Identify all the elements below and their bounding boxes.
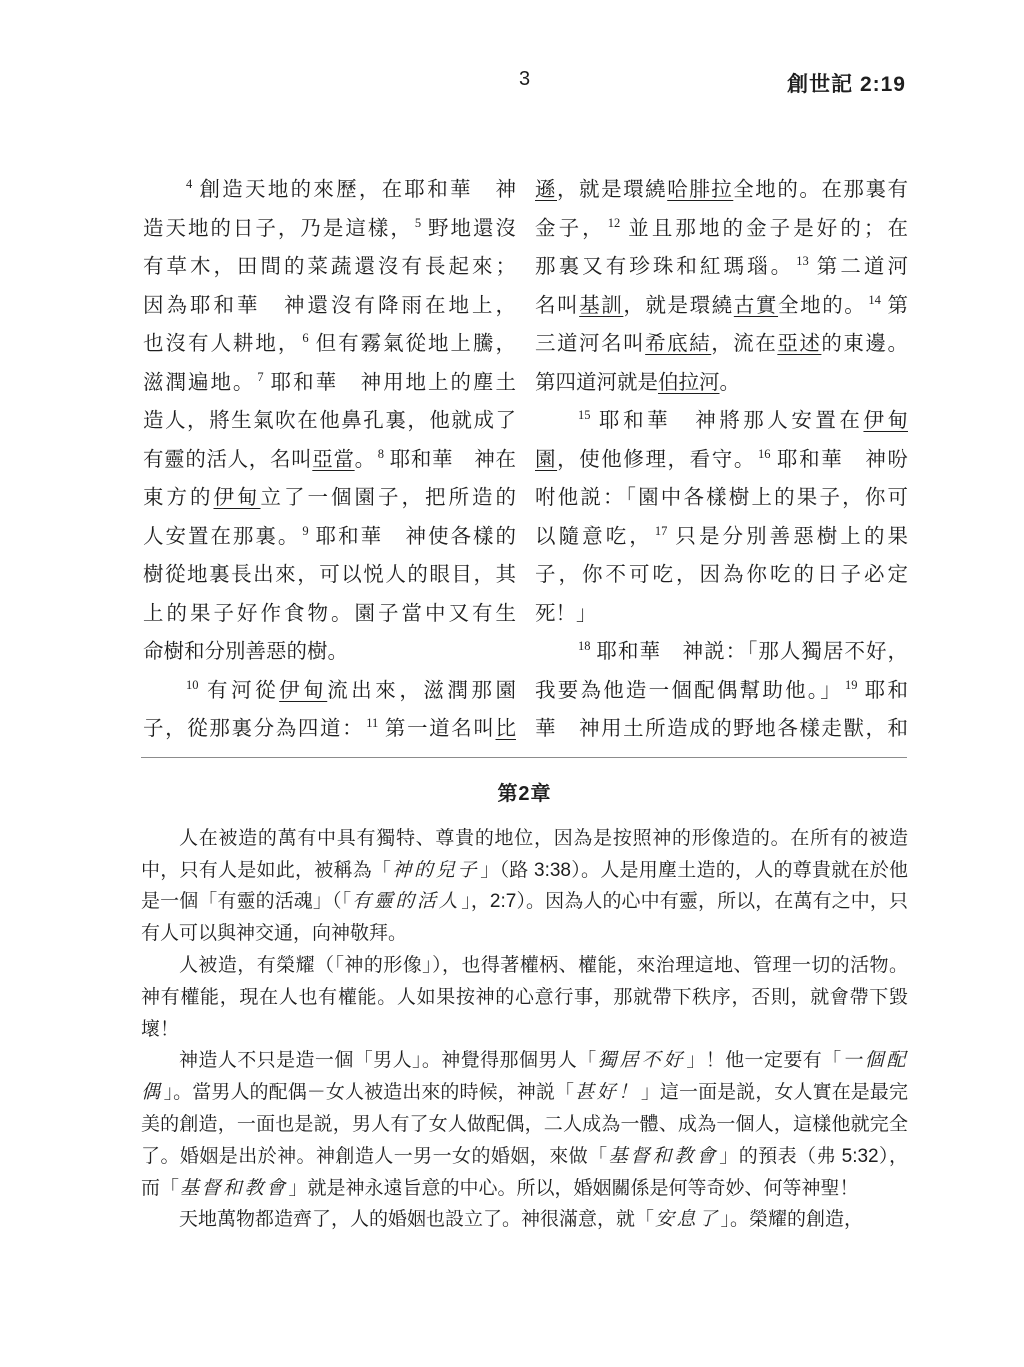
- proper-noun: 希底結: [645, 333, 712, 355]
- text-run: 天地萬物都造齊了，人的婚姻也設立了。神很滿意，就「: [179, 1209, 655, 1231]
- bible-line: [143, 710, 516, 749]
- text-run: ，使他修理，看守。: [557, 448, 756, 471]
- text-run: 全地的。在那裏有: [733, 179, 908, 201]
- text-run: ，就是環繞: [623, 294, 734, 317]
- text-run: 但有霧氣從地上騰，: [313, 333, 516, 355]
- bible-line: [143, 325, 516, 364]
- text-run: 我要為他造一個配偶幫助他。」: [535, 679, 844, 702]
- proper-noun: 伯拉河: [658, 371, 720, 394]
- text-run: 咐他説：「園中各樣樹上的果子，你可: [535, 487, 908, 509]
- quoted-term: 安息了: [655, 1209, 720, 1231]
- text-run: 。: [719, 371, 740, 394]
- proper-noun: 古實: [733, 294, 779, 317]
- text-run: 華 神用土所造成的野地各樣走獸，和: [535, 718, 908, 740]
- quoted-term: 獨居不好: [597, 1050, 686, 1072]
- verse-number: 11: [366, 716, 379, 730]
- text-run: 立了一個園子，把所造的: [260, 487, 516, 509]
- bible-line: [143, 402, 516, 441]
- bible-line: [143, 210, 516, 249]
- quoted-term: 基督和教會: [608, 1145, 719, 1167]
- text-run: 子，你不可吃，因為你吃的日子必定: [535, 564, 908, 586]
- text-run: ，流在: [711, 333, 778, 355]
- text-run: 」這一面是説，女人實在是最完美的創造，一面也是説，男人有了女人做配偶，二人成為一體、成為一個人，這樣他就完全了。婚姻是出於神。神創造人一男一女的婚姻，來做「: [141, 1082, 908, 1167]
- verse-number: 14: [868, 292, 881, 307]
- text-run: 並且那地的金子是好的；在: [625, 217, 908, 240]
- bible-column-right: [535, 171, 908, 749]
- text-run: 耶和華 神在: [389, 448, 516, 471]
- text-run: 命樹和分別善惡的樹。: [143, 641, 348, 663]
- quoted-term: 有靈的活人: [352, 891, 461, 913]
- bible-line: [535, 479, 908, 518]
- text-run: 。: [354, 448, 376, 471]
- text-run: 樹從地裏長出來，可以悦人的眼目，其: [143, 564, 516, 586]
- text-run: 耶和華 神將那人安置在: [595, 410, 864, 432]
- text-run: 神造人不只是造一個「男人」。神覺得那個男人「: [179, 1050, 597, 1072]
- bible-line: [535, 710, 908, 749]
- bible-line: [535, 364, 908, 403]
- quoted-term: 甚好！: [575, 1082, 640, 1104]
- commentary-paragraph: [141, 1045, 908, 1204]
- section-divider: [141, 757, 907, 758]
- proper-noun: 園: [535, 448, 558, 471]
- text-run: 金子，: [535, 217, 606, 240]
- bible-line: [535, 248, 908, 287]
- verse-number: 10: [186, 677, 199, 692]
- proper-noun: 伊甸: [863, 410, 908, 432]
- proper-noun: 伊甸: [279, 679, 328, 702]
- bible-line: [143, 248, 516, 287]
- text-run: 有靈的活人，名叫: [143, 448, 313, 471]
- bible-line: [535, 210, 908, 249]
- verse-number: 17: [654, 523, 668, 538]
- text-run: 死！」: [535, 602, 597, 625]
- text-run: 」就是神永遠旨意的中心。所以，婚姻關係是何等奇妙、何等神聖！: [288, 1177, 859, 1199]
- quoted-term: 神的兒子: [392, 859, 480, 881]
- proper-noun: 哈腓拉: [667, 179, 734, 201]
- text-run: 第: [885, 294, 908, 317]
- proper-noun: 伊甸: [213, 487, 261, 509]
- text-run: 耶和華 神吩: [775, 448, 908, 471]
- proper-noun: 遜: [535, 179, 558, 201]
- text-run: 也沒有人耕地，: [143, 333, 301, 355]
- text-run: 因為耶和華 神還沒有降雨在地上，: [143, 294, 516, 317]
- text-run: 有草木，田間的菜蔬還沒有長起來；: [143, 256, 516, 278]
- text-run: 人安置在那裏。: [143, 525, 301, 548]
- bible-line: [535, 518, 908, 557]
- text-run: 東方的: [143, 487, 214, 509]
- verse-number: 13: [796, 254, 809, 268]
- text-run: 造天地的日子，乃是這樣，: [143, 217, 413, 240]
- bible-line: [535, 402, 908, 441]
- bible-column-left: [143, 171, 516, 749]
- bible-line: [143, 633, 516, 672]
- text-run: 耶和: [862, 679, 908, 702]
- running-header: [141, 68, 908, 94]
- bible-line: [143, 171, 516, 210]
- proper-noun: 亞當: [312, 448, 355, 471]
- bible-line: [535, 672, 908, 711]
- text-run: 那裏又有珍珠和紅瑪瑙。: [535, 256, 795, 278]
- bible-text-section: [143, 171, 908, 749]
- text-run: 」。榮耀的創造，: [720, 1209, 864, 1231]
- text-run: 創造天地的來歷，在耶和華 神: [197, 179, 516, 201]
- verse-number: 18: [578, 639, 591, 653]
- bible-line: [143, 364, 516, 403]
- verse-number: 6: [302, 331, 309, 345]
- chapter-heading: 第2章: [497, 783, 552, 805]
- bible-line: [143, 518, 516, 557]
- commentary-paragraph: [141, 1204, 908, 1236]
- proper-noun: 比: [495, 718, 516, 740]
- text-run: 名叫: [535, 294, 580, 317]
- commentary-paragraph: [141, 823, 908, 950]
- text-run: 第二道河: [813, 256, 908, 278]
- text-run: 人在被造的萬有中具有獨特、尊貴的地位，因為是按照神的形像造的。在所有的被造中，只有人是如此，被稱為「: [141, 827, 908, 881]
- commentary-paragraphs: [141, 823, 908, 1236]
- verse-number: 4: [186, 177, 193, 191]
- text-run: 」！他一定要有「: [686, 1050, 842, 1072]
- text-run: 第一道名叫: [383, 718, 496, 740]
- page-number: 3: [518, 68, 531, 90]
- bible-line: [535, 287, 908, 326]
- verse-number: 8: [377, 446, 385, 461]
- bible-line: [143, 672, 516, 711]
- bible-line: [143, 556, 516, 595]
- text-run: 流出來，滋潤那園: [327, 679, 516, 702]
- text-run: 」（路 3:38）。人是用塵土造的，人的尊貴就在於他是一個「有靈的活魂」（「: [141, 859, 908, 913]
- text-run: 子，從那裏分為四道：: [143, 718, 365, 740]
- verse-number: 9: [302, 523, 309, 538]
- text-run: 只是分別善惡樹上的果: [672, 525, 908, 548]
- verse-number: 15: [578, 408, 591, 422]
- text-run: 人被造，有榮耀（「神的形像」），也得著權柄、權能，來治理這地、管理一切的活物。神有權能，現在人也有權能。人如果按神的心意行事，那就帶下秩序，否則，就會帶下毀壞！: [141, 954, 908, 1040]
- quoted-term: 一個配偶: [141, 1050, 908, 1104]
- bible-line: [535, 441, 908, 480]
- bible-line: [143, 287, 516, 326]
- verse-number: 12: [607, 215, 621, 230]
- quoted-term: 基督和教會: [180, 1177, 288, 1199]
- text-run: 全地的。: [778, 294, 867, 317]
- bible-line: [143, 441, 516, 480]
- bible-line: [143, 595, 516, 634]
- verse-number: 19: [845, 677, 858, 692]
- bible-line: [535, 171, 908, 210]
- proper-noun: 基訓: [579, 294, 624, 317]
- verse-number: 5: [414, 215, 422, 230]
- text-run: 」的預表（弗 5:32），而「: [141, 1145, 908, 1199]
- bible-line: [535, 325, 908, 364]
- commentary-section: [141, 779, 908, 1236]
- text-run: 」。當男人的配偶－女人被造出來的時候，神説「: [163, 1082, 575, 1104]
- text-run: 耶和華 神説：「那人獨居不好，: [595, 641, 908, 663]
- bible-line: [535, 556, 908, 595]
- bible-line: [535, 633, 908, 672]
- bible-line: [535, 595, 908, 634]
- text-run: 野地還沒: [426, 217, 516, 240]
- verse-number: 7: [257, 369, 264, 384]
- verse-number: 16: [757, 446, 771, 461]
- bible-line: [143, 479, 516, 518]
- text-run: 滋潤遍地。: [143, 371, 256, 394]
- text-run: 有河從: [203, 679, 280, 702]
- text-run: ，就是環繞: [557, 179, 668, 201]
- text-run: 」，2:7）。因為人的心中有靈，所以，在萬有之中，只有人可以與神交通，向神敬拜。: [141, 891, 908, 945]
- book-chapter-reference: 創世記 2:19: [787, 73, 906, 96]
- proper-noun: 亞述: [777, 333, 822, 355]
- text-run: 造人，將生氣吹在他鼻孔裏，他就成了: [143, 410, 516, 432]
- text-run: 第四道河就是: [535, 371, 658, 394]
- text-run: 的東邊。: [821, 333, 908, 355]
- text-run: 耶和華 神使各樣的: [313, 525, 516, 548]
- text-run: 以隨意吃，: [535, 525, 653, 548]
- text-run: 耶和華 神用地上的塵土: [268, 371, 516, 394]
- text-run: 上的果子好作食物。園子當中又有生: [143, 602, 516, 625]
- text-run: 三道河名叫: [535, 333, 646, 355]
- commentary-paragraph: [141, 950, 908, 1045]
